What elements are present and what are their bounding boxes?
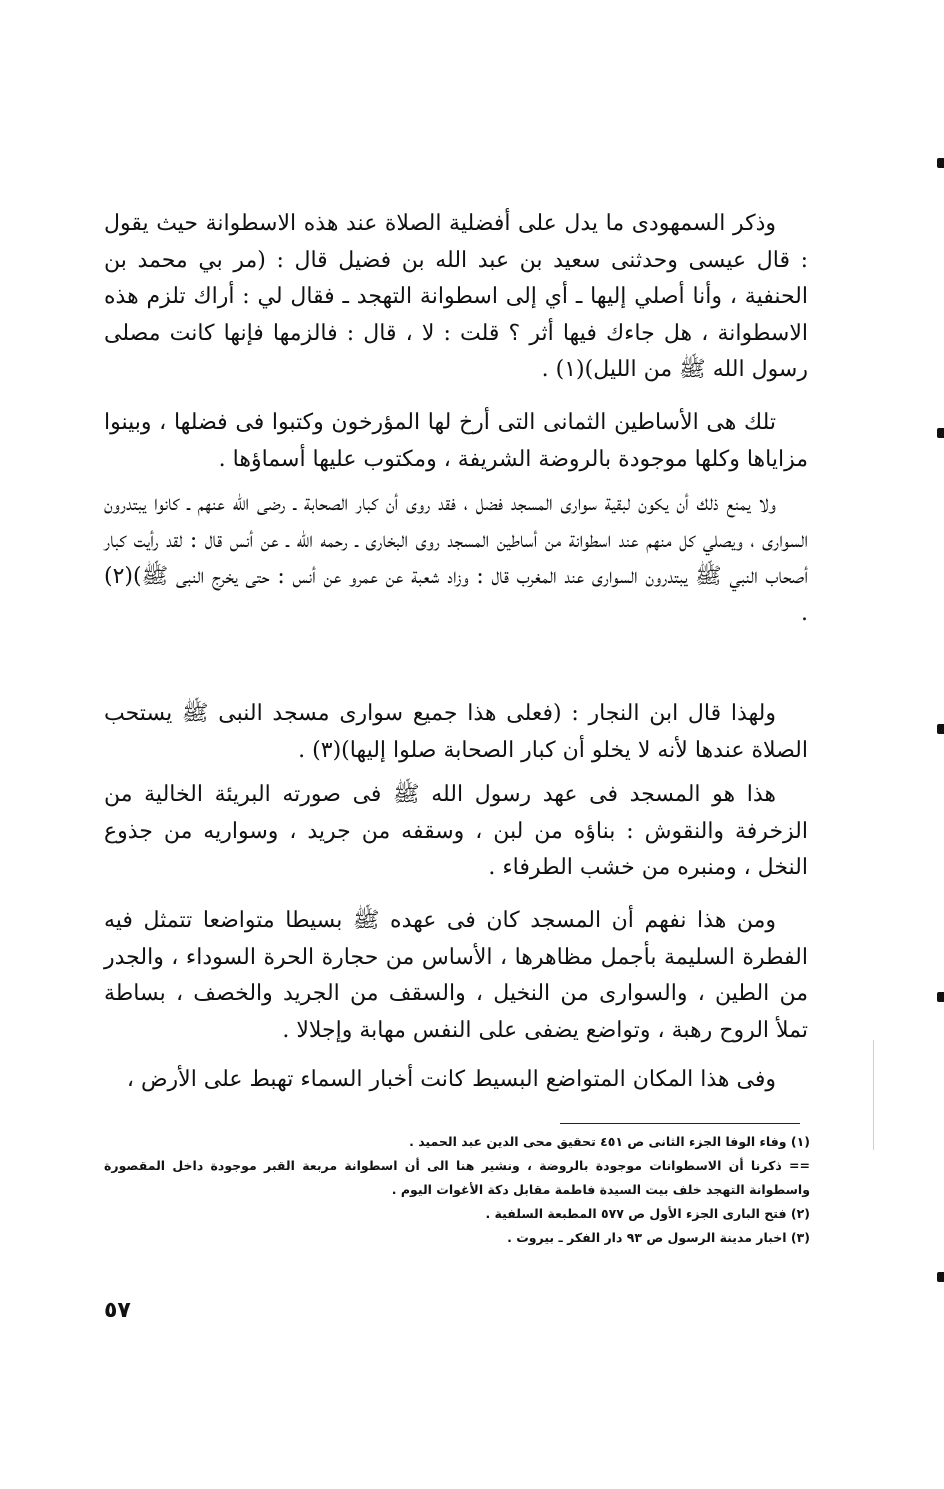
- footnote-3: (٣) اخبار مدينة الرسول ص ٩٣ دار الفكر ـ بيروت .: [507, 1230, 810, 1245]
- paragraph-text: هذا هو المسجد فى عهد رسول الله ﷺ فى صورته البريئة الخالية من الزخرفة والنقوش : بناؤه من لبن ، وسقفه من جريد ، وسواريه من جذوع النخل ، ومنبره من خشب الطرفاء .: [104, 782, 808, 880]
- scan-edge-mark: [937, 992, 944, 1002]
- body-paragraph-3: [104, 486, 808, 632]
- scan-artifact-line: [873, 1040, 874, 1150]
- scan-edge-mark: [937, 428, 944, 438]
- body-paragraph-6: [104, 903, 808, 1049]
- body-paragraph-2: [104, 405, 808, 478]
- scan-edge-mark: [937, 158, 944, 168]
- scan-edge-mark: [937, 1272, 944, 1282]
- footnote-1: (١) وفاء الوفا الجزء الثانى ص ٤٥١ تحقيق محى الدين عبد الحميد .: [409, 1134, 810, 1149]
- body-paragraph-4: [104, 696, 808, 769]
- footnote-continuation: == ذكرنا أن الاسطوانات موجودة بالروضة ، ونشير هنا الى أن اسطوانة مربعة القبر موجودة داخل المقصورة واسطوانة التهجد خلف بيت السيدة فاطمة مقابل دكة الأغوات اليوم .: [104, 1158, 810, 1197]
- body-paragraph-5: [104, 777, 808, 887]
- footnote-divider: [560, 1123, 800, 1124]
- paragraph-text: وفى هذا المكان المتواضع البسيط كانت أخبار السماء تهبط على الأرض ،: [126, 1067, 776, 1092]
- paragraph-text: ولا يمنع ذلك أن يكون لبقية سوارى المسجد فضل ، فقد روى أن كبار الصحابة ـ رضى الله عنهم ـ كانوا يبتدرون السوارى ، ويصلي كل منهم عند اسطوانة من أساطين المسجد روى البخارى ـ رحمه الله ـ عن أنس قال : لقد رأيت كبار أصحاب النبي ﷺ يبتدرون السوارى عند المغرب قال : وزاد شعبة عن عمرو عن أنس : حتى يخرج النبى ﷺ)(٢) .: [104, 491, 808, 626]
- scan-edge-mark: [937, 724, 944, 734]
- footnote-2: (٢) فتح البارى الجزء الأول ص ٥٧٧ المطبعة السلفية .: [485, 1206, 810, 1221]
- body-paragraph-7: [104, 1062, 808, 1099]
- footnotes: [104, 1130, 810, 1250]
- paragraph-text: وذكر السمهودى ما يدل على أفضلية الصلاة عند هذه الاسطوانة حيث يقول : قال عيسى وحدثنى سعيد بن عبد الله بن فضيل قال : (مر بي محمد بن الحنفية ، وأنا أصلي إليها ـ أي إلى اسطوانة التهجد ـ فقال لي : أراك تلزم هذه الاسطوانة ، هل جاءك فيها أثر ؟ قلت : لا ، قال : فالزمها فإنها كانت مصلى رسول الله ﷺ من الليل)(١) .: [104, 211, 808, 382]
- paragraph-text: تلك هى الأساطين الثمانى التى أرخ لها المؤرخون وكتبوا فى فضلها ، وبينوا مزاياها وكلها موجودة بالروضة الشريفة ، ومكتوب عليها أسماؤها .: [104, 410, 808, 472]
- page-number: ٥٧: [104, 1298, 131, 1323]
- paragraph-text: ومن هذا نفهم أن المسجد كان فى عهده ﷺ بسيطا متواضعا تتمثل فيه الفطرة السليمة بأجمل مظاهرها ، الأساس من حجارة الحرة السوداء ، والجدر من الطين ، والسوارى من النخيل ، والسقف من الجريد والخصف ، بساطة تملأ الروح رهبة ، وتواضع يضفى على النفس مهابة وإجلالا .: [104, 908, 808, 1043]
- body-paragraph-1: [104, 206, 808, 389]
- paragraph-text: ولهذا قال ابن النجار : (فعلى هذا جميع سوارى مسجد النبى ﷺ يستحب الصلاة عندها لأنه لا يخلو أن كبار الصحابة صلوا إليها)(٣) .: [104, 701, 808, 763]
